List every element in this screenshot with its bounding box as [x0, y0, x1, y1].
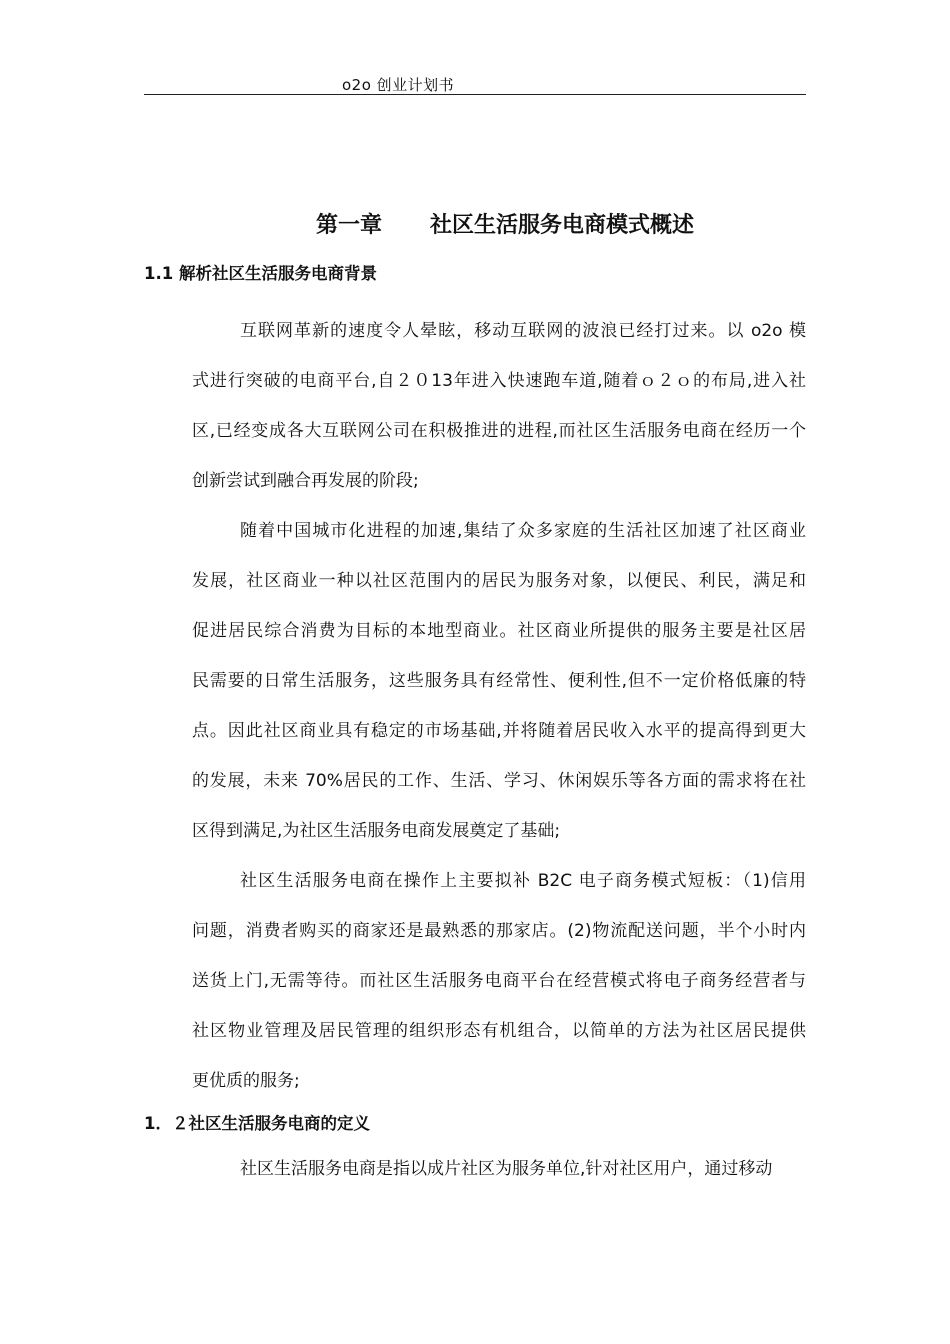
chapter-name: 社区生活服务电商模式概述 [430, 213, 695, 238]
paragraph [144, 1144, 806, 1194]
paragraph-line: 式进行突破的电商平台,自２０13年进入快速跑车道,随着ｏ２ｏ的布局,进入社 [192, 371, 806, 391]
paragraph-line: 随着中国城市化进程的加速,集结了众多家庭的生活社区加速了社区商业 [240, 521, 806, 541]
paragraph-line: 社区生活服务电商在操作上主要拟补 B2C 电子商务模式短板：（1)信用 [240, 871, 806, 891]
paragraph-line: 点。因此社区商业具有稳定的市场基础,并将随着居民收入水平的提高得到更大 [192, 721, 806, 741]
section-heading-1-1: 1.1 解析社区生活服务电商背景 [144, 264, 377, 283]
paragraph-line: 问题，消费者购买的商家还是最熟悉的那家店。(2)物流配送问题，半个小时内 [192, 921, 806, 941]
header-title: o2o 创业计划书 [342, 76, 455, 94]
paragraph-line: 社区物业管理及居民管理的组织形态有机组合，以简单的方法为社区居民提供 [192, 1021, 806, 1041]
paragraph-line: 区得到满足,为社区生活服务电商发展奠定了基础; [192, 821, 561, 841]
page-header [144, 66, 806, 95]
paragraph-line: 区,已经变成各大互联网公司在积极推进的进程,而社区生活服务电商在经历一个 [192, 421, 806, 441]
paragraph-line: 的发展，未来 70%居民的工作、生活、学习、休闲娱乐等各方面的需求将在社 [192, 771, 806, 791]
section-heading-1-2: 1．２社区生活服务电商的定义 [144, 1114, 370, 1133]
chapter-number: 第一章 [315, 213, 382, 238]
paragraph [144, 506, 806, 856]
paragraph-line: 社区生活服务电商是指以成片社区为服务单位,针对社区用户，通过移动 [240, 1159, 773, 1179]
paragraph [144, 856, 806, 1106]
paragraph-line: 创新尝试到融合再发展的阶段; [192, 471, 419, 491]
paragraph-line: 发展，社区商业一种以社区范围内的居民为服务对象，以便民、利民，满足和 [192, 571, 806, 591]
paragraph-line: 更优质的服务; [192, 1071, 300, 1091]
paragraph-line: 民需要的日常生活服务，这些服务具有经常性、便利性,但不一定价格低廉的特 [192, 671, 806, 691]
paragraph-line: 互联网革新的速度令人晕眩，移动互联网的波浪已经打过来。以 o2o 模 [240, 321, 806, 341]
paragraph [144, 306, 806, 506]
paragraph-line: 促进居民综合消费为目标的本地型商业。社区商业所提供的服务主要是社区居 [192, 621, 806, 641]
paragraph-line: 送货上门,无需等待。而社区生活服务电商平台在经营模式将电子商务经营者与 [192, 971, 806, 991]
document-body [144, 206, 806, 1194]
chapter-title [204, 206, 806, 246]
